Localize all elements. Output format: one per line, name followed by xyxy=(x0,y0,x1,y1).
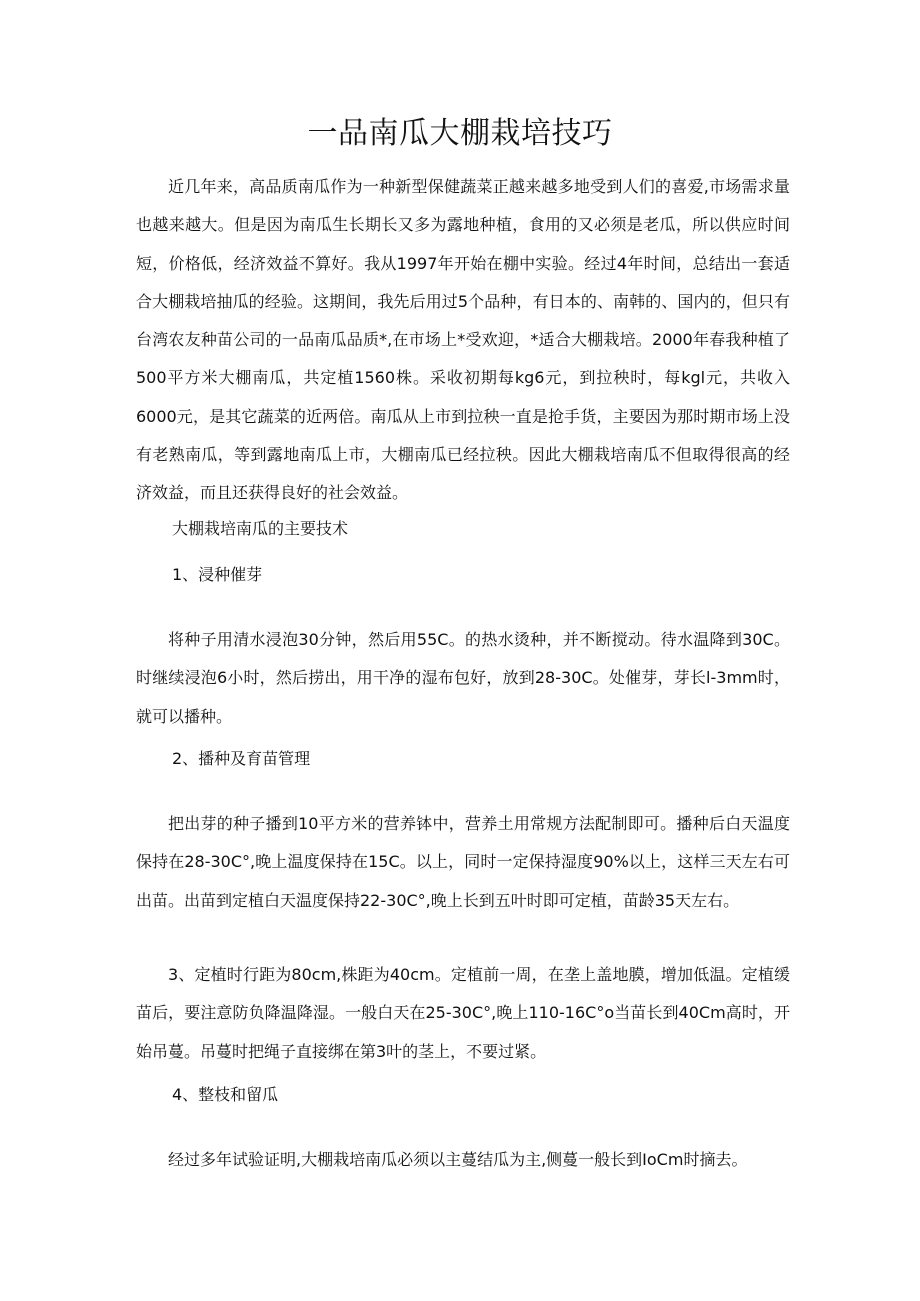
intro-paragraph: 近几年来，高品质南瓜作为一种新型保健蔬菜正越来越多地受到人们的喜爱,市场需求量也越来越大。但是因为南瓜生长期长又多为露地种植，食用的又必须是老瓜，所以供应时间短，价格低，经济效益不算好。我从1997年开始在棚中实验。经过4年时间，总结出一套适合大棚栽培抽瓜的经验。这期间，我先后用过5个品种，有日本的、南韩的、国内的，但只有台湾农友种苗公司的一品南瓜品质*,在市场上*受欢迎，*适合大棚栽培。2000年春我种植了500平方米大棚南瓜，共定植1560株。采收初期每kg6元，到拉秧时，每kgl元，共收入6000元，是其它蔬菜的近两倍。南瓜从上市到拉秧一直是抢手货，主要因为那时期市场上没有老熟南瓜，等到露地南瓜上市，大棚南瓜已经拉秧。因此大棚栽培南瓜不但取得很高的经济效益，而且还获得良好的社会效益。 xyxy=(136,177,790,503)
section-2-heading: 2、播种及育苗管理 xyxy=(172,749,311,768)
section-4-paragraph: 经过多年试验证明,大棚栽培南瓜必须以主蔓结瓜为主,侧蔓一般长到IoCm时摘去。 xyxy=(168,1150,748,1169)
section-4-heading: 4、整枝和留瓜 xyxy=(172,1085,279,1104)
section-1-paragraph: 将种子用清水浸泡30分钟，然后用55C。的热水烫种，并不断搅动。待水温降到30C。时继续浸泡6小时，然后捞出，用干净的湿布包好，放到28-30C。处催芽，芽长l-3mm时，就可以播种。 xyxy=(136,630,790,726)
section-1-heading: 1、浸种催芽 xyxy=(172,565,263,584)
main-technique-heading: 大棚栽培南瓜的主要技术 xyxy=(172,519,349,538)
section-3-paragraph: 3、定植时行距为80cm,株距为40cm。定植前一周，在垄上盖地膜，增加低温。定植缓苗后，要注意防负降温降湿。一般白天在25-30C°,晚上110-16C°o当苗长到40Cm高时，开始吊蔓。吊蔓时把绳子直接绑在第3叶的茎上，不要过紧。 xyxy=(136,965,790,1061)
section-2-paragraph: 把出芽的种子播到10平方米的营养钵中，营养土用常规方法配制即可。播种后白天温度保持在28-30C°,晚上温度保持在15C。以上，同时一定保持湿度90%以上，这样三天左右可出苗。出苗到定植白天温度保持22-30C°,晚上长到五叶时即可定植，苗龄35天左右。 xyxy=(136,814,790,910)
document-title: 一品南瓜大棚栽培技巧 xyxy=(307,116,613,151)
